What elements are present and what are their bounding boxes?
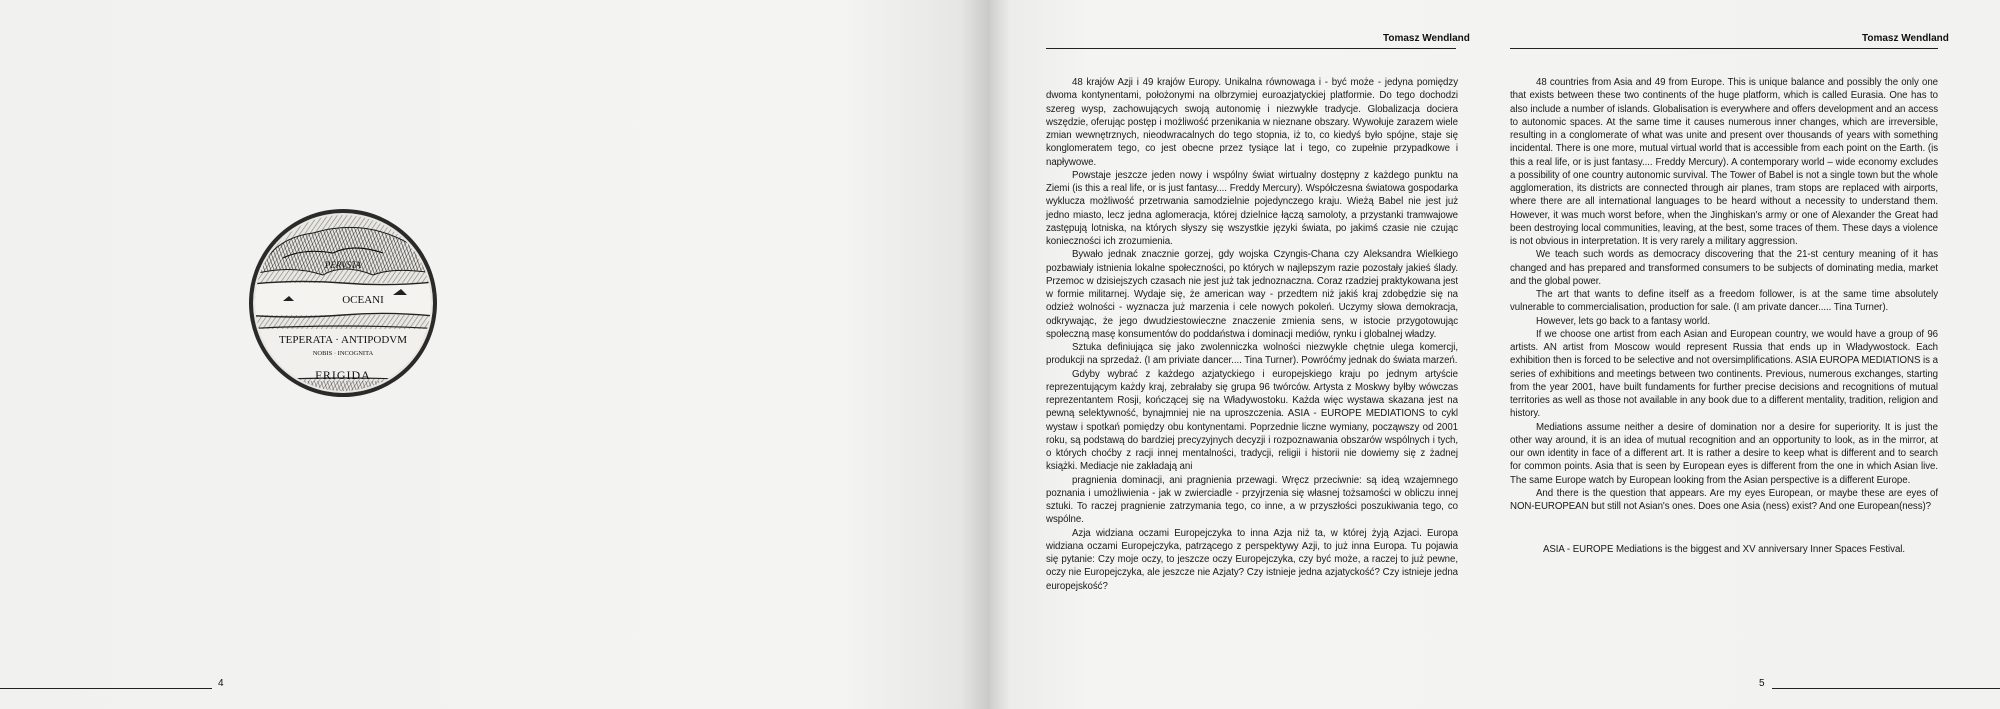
map-label-incognita: NOBIS · INCOGNITA [312, 350, 374, 357]
polish-paragraph: Azja widziana oczami Europejczyka to inna Azja niż ta, w której żyją Azjaci. Europa widziana oczami Europejczyka, patrzącego z perspektywy Azji, to już inna Europa. Tu pojawia się pytanie: Czy moje oczy, to jeszcze oczy Europejczyka, czy być może, a raczej to już pewne, oczy nie Europejczyka, ale jeszcze nie Azjaty? Czy istnieje jedna azjatyckość? Czy istnieje jedna europejskość? [1046, 527, 1458, 592]
header-rule-right [1510, 48, 1938, 49]
polish-paragraph: Powstaje jeszcze jeden nowy i wspólny świat wirtualny dostępny z każdego punktu na Ziemi (is this a real life, or is just fantasy.... Freddy Mercury). Współczesna światowa gospodarka wyklucza możliwość przetrwania samodzielnie pojedynczego kraju. Wieżą Babel nie jest już jedno miasto, lecz jedna aglomeracja, której dzielnice łączą samoloty, a przystanki tramwajowe zastępują lotniska, na których słyszy się wszystkie języki świata, po jakimś czasie nie czując konieczności ich zrozumienia. [1046, 169, 1458, 247]
polish-text-column [1046, 76, 1458, 593]
page-number-left: 4 [218, 678, 224, 689]
english-paragraph: And there is the question that appears. Are my eyes European, or maybe these are eyes of NON-EUROPEAN but still not Asian's ones. Does one Asia (ness) exist? And one European(ness)? [1510, 487, 1938, 512]
english-paragraph: The art that wants to define itself as a freedom follower, is at the same time absolutely vulnerable to commercialisation, production for sale. (I am private dancer..... Tina Turner). [1510, 289, 1938, 314]
polish-paragraph: Sztuka definiująca się jako zwolenniczka wolności niezwykle chętnie ulega komercji, produkcji na sprzedaż. (I am priviate dancer.... Tina Turner). Powróćmy jednak do świata marzeń. [1046, 342, 1458, 367]
english-paragraph: Mediations assume neither a desire of domination nor a desire for superiority. It is just the other way around, it is an idea of mutual recognition and an opportunity to look, as in the mirror, at our own identity in face of a different art. It is rather a desire to keep what is different and to search for common points. Asia that is seen by European eyes is different from the one in which Asian live. The same Europe watch by European looking from the Asian perspective is a different Europe. [1510, 421, 1938, 486]
left-page [0, 0, 990, 709]
polish-paragraph: Bywało jednak znacznie gorzej, gdy wojska Czyngis-Chana czy Aleksandra Wielkiego pozbawiały istnienia lokalne społeczności, po których w najlepszym razie pozostały jakieś ślady. Przemoc w dzisiejszych czasach nie jest już tak jednoznaczna. Coraz rzadziej praktykowana jest w formie militarnej. Wydaje się, że american way - przedtem niż jakiś kraj zdobędzie się na odzież wolności - wyznacza już marzenia i cele nowych pokoleń. Uczymy słowa demokracja, odkrywając, że jego dwudziestowieczne znaczenie zmienia sens, w istocie przygotowując społeczną masę konsumentów do poddaństwa i dominacji mediów, rynku i globalnej władzy. [1046, 249, 1458, 340]
author-header-left: Tomasz Wendland [1383, 33, 1470, 44]
english-paragraph: We teach such words as democracy discovering that the 21-st century meaning of it has changed and has prepared and transformed consumers to be subjects of dominating media, market and the global power. [1510, 249, 1938, 287]
english-paragraph: If we choose one artist from each Asian and European country, we would have a group of 96 artists. AN artist from Moscow would represent Russia that ends up in Władywostock. Each exhibition then is forced to be selective and not oversimplifications. ASIA EUROPA MEDIATIONS is a series of exhibitions and meetings between two continents. Previous, numerous exchanges, starting from the year 2001, have built fundaments for further precise decisions and recognitions of mutual territories as well as those not available in any book due to a different mentality, tradition, religion and history. [1510, 328, 1938, 420]
header-rule-left [1046, 48, 1456, 49]
page-number-right: 5 [1759, 678, 1765, 689]
map-label-oceani: OCEANI [342, 294, 384, 306]
polish-paragraph: Gdyby wybrać z każdego azjatyckiego i europejskiego kraju po jednym artyście reprezentującym każdy kraj, zebrałaby się grupa 96 twórców. Artysta z Moskwy byłby wówczas reprezentantem Rosji, kończącej się na Władywostoku. Każda więc wystawa skazana jest na pewną selektywność, bynajmniej nie na uproszczenia. ASIA - EUROPE MEDIATIONS to cykl wystaw i spotkań pomiędzy obu kontynentami. Poprzednie liczne wymiany, począwszy od 2001 roku, są podstawą do bardziej precyzyjnych decyzji i rozpoznawania obszarów wspólnych i tych, o których choćby z racji innej mentalności, tradycji, religii i historii nie dowiemy się z żadnej książki. Mediacje nie zakładają ani [1046, 368, 1458, 473]
polish-paragraph: 48 krajów Azji i 49 krajów Europy. Unikalna równowaga i - być może - jedyna pomiędzy dwoma kontynentami, położonymi na olbrzymiej euroazjatyckiej platformie. Do tego dochodzi szereg wysp, zachowujących swoją autonomię i niezwykłe tradycje. Globalizacja dociera wszędzie, oferując postęp i możliwość przenikania w nieznane obszary. Wywołuje zarazem wiele zmian wewnętrznych, nieodwracalnych do tego stopnia, iż to, co kiedyś było spójne, staje się konglomeratem tego, co jest obecne przez tysiące lat i tego, co zupełnie przypadkowe i napływowe. [1046, 77, 1458, 168]
right-page [990, 0, 2000, 709]
map-label-temperata: TEPERATA · ANTIPODVM [278, 334, 408, 346]
map-label-perusta: PERVSTA [324, 260, 362, 270]
polish-paragraph: pragnienia dominacji, ani pragnienia przewagi. Wręcz przeciwnie: są ideą wzajemnego poznania i umożliwienia - jak w zwierciadle - przyjrzenia się własnej tożsamości w obliczu innej sztuki. To raczej pragnienie zatrzymania tego, co inne, a w przyszłości poszukiwania tego, co wspólne. [1046, 474, 1458, 526]
english-text-column [1510, 76, 1938, 557]
closing-line: ASIA - EUROPE Mediations is the biggest and XV anniversary Inner Spaces Festival. [1542, 544, 1906, 556]
antique-world-map-globe-icon [243, 203, 443, 403]
author-header-right: Tomasz Wendland [1862, 33, 1949, 44]
footer-rule-left [0, 688, 212, 689]
english-paragraph: 48 countries from Asia and 49 from Europe. This is unique balance and possibly the only one that exists between these two continents of the huge platform, which is called Eurasia. One has to also include a number of islands. Globalisation is everywhere and offers development and an access to autonomic spaces. At the same time it causes numerous inner changes, which are irreversible, resulting in a conglomerate of what was unite and present over thousands of years with something incidental. There is one more, mutual virtual world that is accessible from each point on the Earth. (is this a real life, or is just fantasy.... Freddy Mercury). A contemporary world – wide economy excludes a possibility of one country autonomic survival. The Tower of Babel is not a single town but the whole agglomeration, its districts are connected through air planes, tram stops are replaced with airports, where there are all international languages to be heard without a necessity to understand them. However, it was much worst before, when the Jinghiskan's army or one of Alexander the Great had been destroying local communities, leaving, at the best, some traces of them. These days a violence is not obvious in interpretation. It is very rarely a military aggression. [1510, 77, 1938, 247]
english-paragraph: However, lets go back to a fantasy world. [1536, 315, 1711, 327]
footer-rule-right [1772, 688, 2000, 689]
map-label-frigida: FRIGIDA [315, 368, 371, 382]
